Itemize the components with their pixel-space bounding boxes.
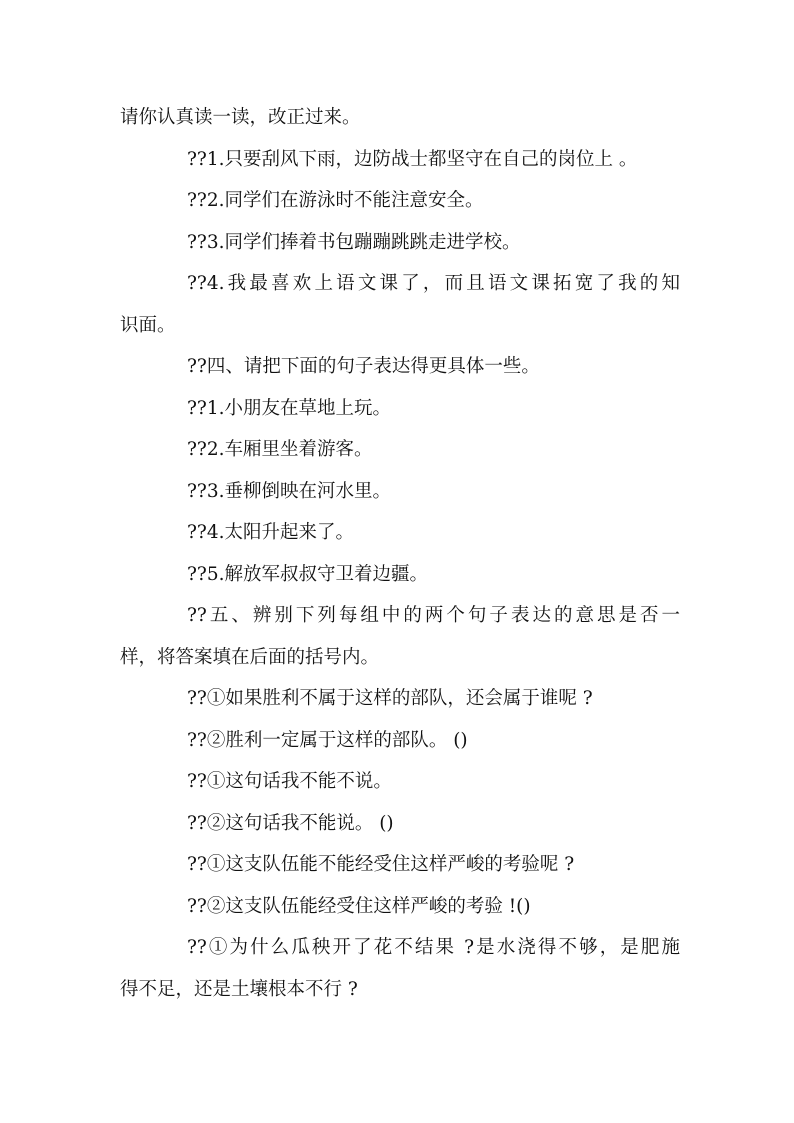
text-line-6: 识面。	[120, 314, 176, 336]
text-line-5: ??4.我最喜欢上语文课了，而且语文课拓宽了我的知	[187, 273, 680, 294]
text-line-22: 得不足，还是土壤根本不行 ?	[120, 978, 358, 1000]
text-line-12: ??5.解放军叔叔守卫着边疆。	[187, 563, 428, 585]
text-line-2: ??1.只要刮风下雨，边防战士都坚守在自己的岗位上 。	[187, 148, 638, 170]
text-line-10: ??3.垂柳倒映在河水里。	[187, 480, 391, 502]
text-line-19: ??①这支队伍能不能经受住这样严峻的考验呢 ?	[187, 854, 575, 875]
text-line-8: ??1.小朋友在草地上玩。	[187, 397, 391, 419]
section-heading-four: ??四、请把下面的句子表达得更具体一些。	[187, 356, 540, 377]
text-line-11: ??4.太阳升起来了。	[187, 522, 354, 543]
text-line-20: ??②这支队伍能经受住这样严峻的考验 !()	[187, 895, 531, 917]
document-body	[120, 97, 680, 1010]
section-heading-five: ??五、辨别下列每组中的两个句子表达的意思是否一	[187, 605, 680, 626]
text-line-14: 样，将答案填在后面的括号内。	[120, 646, 380, 668]
text-line-15: ??①如果胜利不属于这样的部队，还会属于谁呢 ?	[187, 688, 593, 709]
text-line-17: ??①这句话我不能不说。	[187, 771, 392, 792]
text-line-3: ??2.同学们在游泳时不能注意安全。	[187, 190, 484, 211]
text-line-9: ??2.车厢里坐着游客。	[187, 439, 373, 460]
text-line-18: ??②这句话我不能说。 ()	[187, 812, 394, 834]
text-line-4: ??3.同学们捧着书包蹦蹦跳跳走进学校。	[187, 231, 521, 253]
text-line-16: ??②胜利一定属于这样的部队。 ()	[187, 729, 468, 751]
text-line-1: 请你认真读一读，改正过来。	[120, 107, 361, 128]
text-line-21: ??①为什么瓜秧开了花不结果 ?是水浇得不够，是肥施	[187, 937, 680, 958]
